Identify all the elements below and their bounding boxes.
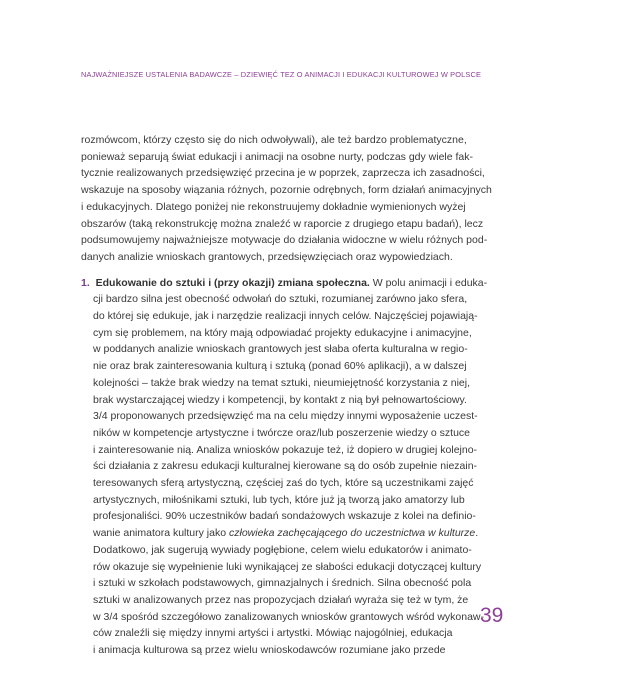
text-line: ców znaleźli się między innymi artyści i artystki. Mówiąc najogólniej, edukacja xyxy=(93,627,453,640)
text-segment: . xyxy=(475,527,479,540)
text-segment: wanie animatora kultury jako xyxy=(93,527,229,540)
text-line: 3/4 proponowanych przedsięwzięć ma na celu między innymi wyposażenie uczest- xyxy=(93,410,478,423)
text-line: brak wystarczającej wiedzy i kompetencji, by kontakt z nią był pełnowartościowy. xyxy=(93,393,467,406)
text-line: i sztuki w szkołach podstawowych, gimnazjalnych i średnich. Silna obecność pola xyxy=(93,577,472,590)
text-line: profesjonaliści. 90% uczestników badań sondażowych wskazuje z kolei na definio- xyxy=(93,510,476,523)
text-line: teresowanych sferą artystyczną, częściej zaś do tych, które są uczestnikami zajęć xyxy=(93,477,474,490)
text-line: ników w kompetencje artystyczne i twórcze oraz/lub poszerzenie wiedzy o sztuce xyxy=(93,426,470,439)
list-item-first-line xyxy=(81,275,559,292)
text-line: Dodatkowo, jak sugerują wywiady pogłębione, celem wielu edukatorów i animato- xyxy=(93,543,472,556)
text-line: danych analizie wnioskach grantowych, przedsięwzięciach oraz wypowiedziach. xyxy=(81,250,453,263)
list-item xyxy=(81,275,559,659)
text-line: ponieważ separują świat edukacji i animacji na osobne nurty, podczas gdy wiele fak- xyxy=(81,150,474,163)
text-line: do której się edukuje, jak i narzędzie realizacji innych celów. Najczęściej pojawiają- xyxy=(93,310,478,323)
text-line: kolejności – także brak wiedzy na temat sztuki, nieumiejętność korzystania z niej, xyxy=(93,376,471,389)
body-text xyxy=(81,132,559,659)
text-line: cym się problemem, na który mają odpowiadać projekty edukacyjne i animacyjne, xyxy=(93,326,472,339)
text-line: tycznie realizowanych przedsięwzięć przecina je w poprzek, zaprzecza ich zasadności, xyxy=(81,167,485,180)
running-head: NAJWAŻNIEJSZE USTALENIA BADAWCZE – DZIEWIĘĆ TEZ O ANIMACJI I EDUKACJI KULTUROWEJ W POLSCE xyxy=(81,70,482,79)
text-line: wskazuje na sposoby wiązania różnych, pozornie odrębnych, form działań animacyjnych xyxy=(81,184,492,197)
text-line: i zainteresowanie nią. Analiza wniosków pokazuje też, iż dopiero w drugiej kolejno- xyxy=(93,443,478,456)
text-line: i animacja kulturowa są przez wielu wnioskodawców rozumiane jako przede xyxy=(93,644,446,657)
text-line: podsumowujemy najważniejsze motywacje do działania widoczne w wielu różnych pod- xyxy=(81,234,488,247)
text-line: w 3/4 spośród szczegółowo zanalizowanych wniosków grantowych wśród wykonaw- xyxy=(93,610,485,623)
list-heading: Edukowanie do sztuki i (przy okazji) zmiana społeczna. xyxy=(95,276,370,289)
list-first-line-text: W polu animacji i eduka- xyxy=(369,276,488,289)
text-line xyxy=(81,525,559,542)
text-line: rozmówcom, którzy często się do nich odwoływali), ale też bardzo problematyczne, xyxy=(81,134,467,146)
text-line: w poddanych analizie wnioskach grantowych jest słaba oferta kulturalna w regio- xyxy=(93,343,468,356)
text-line: cji bardzo silna jest obecność odwołań do sztuki, rozumianej zarówno jako sfera, xyxy=(93,293,468,306)
text-line: nie oraz brak zainteresowania kulturą i sztuką (ponad 60% aplikacji), a w dalszej xyxy=(93,360,467,373)
text-line: ści działania z zakresu edukacji kulturalnej kierowane są do osób zupełnie niezain- xyxy=(93,460,478,473)
page-number: 39 xyxy=(480,604,504,627)
text-line: rów okazuje się wypełnienie luki wynikającej ze słabości edukacji dotyczącej kultury xyxy=(93,560,482,573)
text-line: obszarów (taką rekonstrukcję można znaleźć w raporcie z drugiego etapu badań), lecz xyxy=(81,217,484,230)
italic-phrase: człowieka zachęcającego do uczestnictwa w kulturze xyxy=(228,527,476,540)
text-line: sztuki w analizowanych przez nas propozycjach działań wyraża się też w tym, że xyxy=(93,593,469,606)
text-line: artystycznych, miłośnikami sztuki, lub tych, które już ją tworzą jako amatorzy lub xyxy=(93,493,465,506)
text-line: i edukacyjnych. Dlatego poniżej nie rekonstruujemy dokładnie wymienionych wyżej xyxy=(81,200,466,213)
list-number: 1. xyxy=(81,276,90,289)
